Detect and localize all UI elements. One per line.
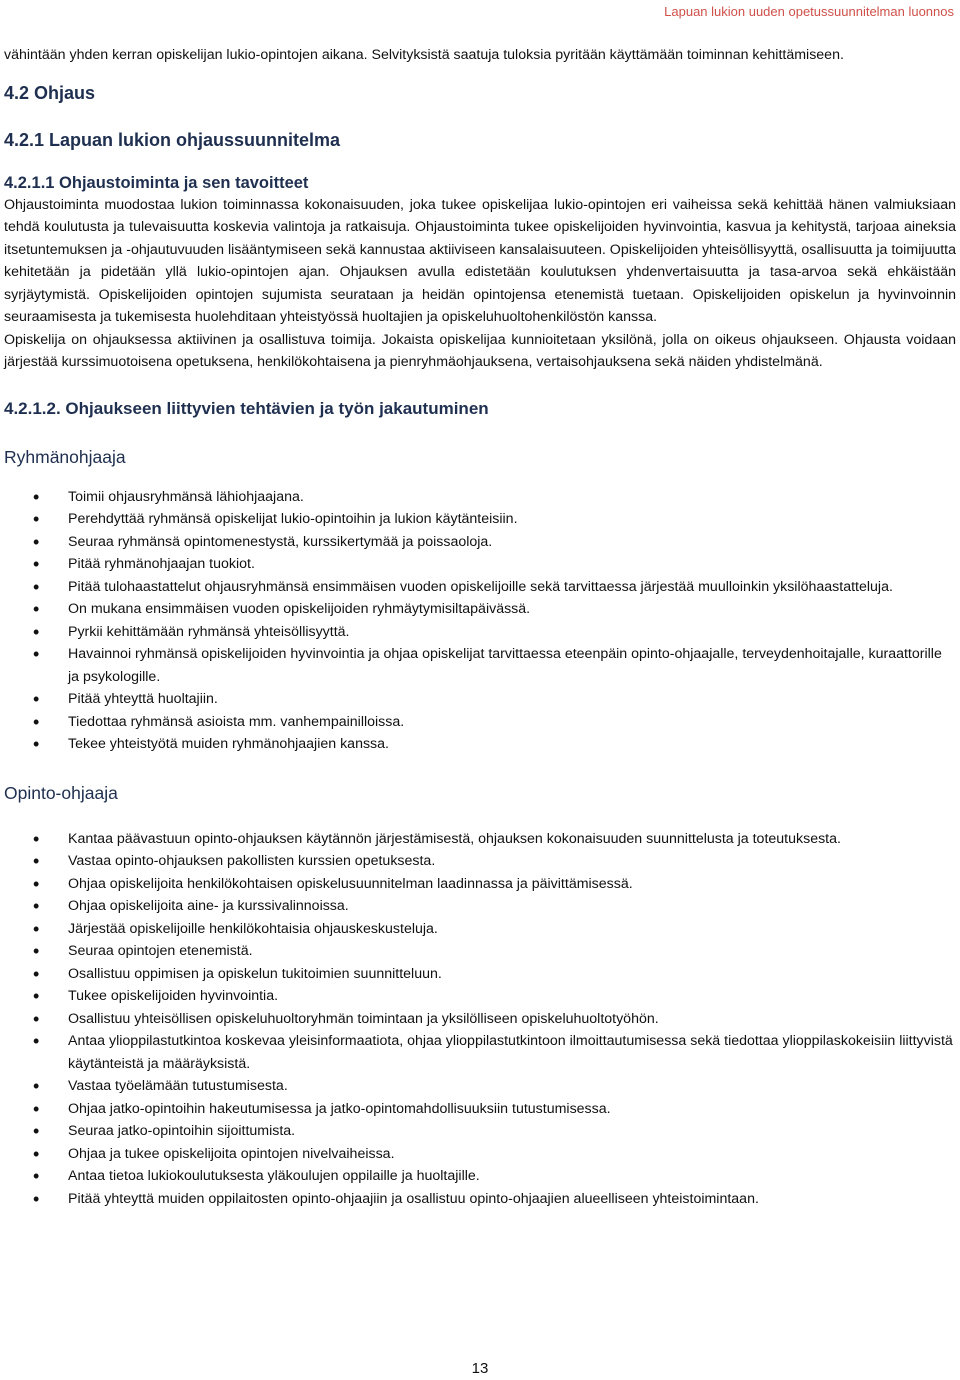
list-item: • Pyrkii kehittämään ryhmänsä yhteisöllisyyttä. (4, 621, 956, 644)
heading-4-2-1: 4.2.1 Lapuan lukion ohjaussuunnitelma (4, 129, 341, 150)
list-item: • Ohjaa ja tukee opiskelijoita opintojen nivelvaiheissa. (4, 1143, 956, 1166)
list-item: • Toimii ohjausryhmänsä lähiohjaajana. (4, 486, 956, 509)
running-header: Lapuan lukion uuden opetussuunnitelman luonnos (664, 4, 954, 19)
list-item: • Antaa ylioppilastutkintoa koskevaa yleisinformaatiota, ohjaa ylioppilastutkintoon ilmoittautumisessa sekä tiedottaa ylioppilaskokeisiin liittyvistä käytänteistä ja määräyksistä. (4, 1030, 956, 1075)
list-item: • Vastaa opinto-ohjauksen pakollisten kurssien opetuksesta. (4, 850, 956, 873)
list-item: • Pitää ryhmänohjaajan tuokiot. (4, 553, 956, 576)
list-item: • Seuraa opintojen etenemistä. (4, 940, 956, 963)
list-item: • Osallistuu yhteisöllisen opiskeluhuoltoryhmän toimintaan ja yksilölliseen opiskeluhuoltotyöhön. (4, 1008, 956, 1031)
ohjaustoiminta-paragraph-2: Opiskelija on ohjauksessa aktiivinen ja osallistuva toimija. Jokaista opiskelijaa kunnioitetaan yksilönä, jolla on oikeus ohjaukseen. Ohjausta voidaan järjestää kurssimuotoisena opetuksena, henkilökohtaisena ja pienryhmäohjauksena, vertaisohjauksena sekä näiden yhdistelmänä. (4, 331, 956, 370)
list-item: • Tekee yhteistyötä muiden ryhmänohjaajien kanssa. (4, 733, 956, 756)
list-item: • Tiedottaa ryhmänsä asioista mm. vanhempainilloissa. (4, 711, 956, 734)
ohjaustoiminta-paragraph-1: Ohjaustoiminta muodostaa lukion toiminnassa kokonaisuuden, joka tukee opiskelijaa lukio-opintojen eri vaiheissa sekä kehittää hänen valmiuksiaan tehdä koulutusta ja tulevaisuutta koskevia valintoja ja ratkaisuja. Ohjaustoiminta tukee opiskelijoiden hyvinvointia, kasvua ja kehitystä, tarjoaa aineksia itsetuntemuksen ja -ohjautuvuuden lisääntymiseen sekä kannustaa aktiiviseen kansalaisuuteen. Opiskelijoiden yhteisöllisyyttä, osallisuutta ja toimijuutta kehitetään ja pidetään yllä lukio-opintojen ajan. Ohjauksen avulla edistetään koulutuksen yhdenvertaisuutta ja tasa-arvoa sekä ehkäistään syrjäytymistä. Opiskelijoiden opintojen sujumista seurataan ja heidän opintojensa etenemistä tuetaan. Opiskelijoiden opiskelun ja hyvinvoinnin seuraamisesta ja tukemisesta huolehditaan yhteistyössä huoltajien ja opiskeluhuoltohenkilöstön kanssa. (4, 196, 956, 325)
heading-4-2: 4.2 Ohjaus (4, 82, 96, 103)
intro-paragraph: vähintään yhden kerran opiskelijan lukio-opintojen aikana. Selvityksistä saatuja tuloksia pyritään käyttämään toiminnan kehittämiseen. (4, 47, 844, 63)
list-item: • Järjestää opiskelijoille henkilökohtaisia ohjauskeskusteluja. (4, 918, 956, 941)
list-item: • Ohjaa opiskelijoita aine- ja kurssivalinnoissa. (4, 895, 956, 918)
list-item: • Tukee opiskelijoiden hyvinvointia. (4, 985, 956, 1008)
list-item: • On mukana ensimmäisen vuoden opiskelijoiden ryhmäytymisiltapäivässä. (4, 598, 956, 621)
list-item: • Kantaa päävastuun opinto-ohjauksen käytännön järjestämisestä, ohjauksen kokonaisuuden suunnittelusta ja toteutuksesta. (4, 828, 956, 851)
list-item: • Ohjaa jatko-opintoihin hakeutumisessa ja jatko-opintomahdollisuuksiin tutustumisessa. (4, 1098, 956, 1121)
list-item: • Pitää yhteyttä muiden oppilaitosten opinto-ohjaajiin ja osallistuu opinto-ohjaajien alueelliseen yhteistoimintaan. (4, 1188, 956, 1211)
list-item: • Havainnoi ryhmänsä opiskelijoiden hyvinvointia ja ohjaa opiskelijat tarvittaessa eteenpäin opinto-ohjaajalle, terveydenhoitajalle, kuraattorille ja psykologille. (4, 643, 956, 688)
opinto-ohjaaja-list (4, 828, 956, 1211)
list-item: • Pitää yhteyttä huoltajiin. (4, 688, 956, 711)
page-number: 13 (471, 1360, 489, 1377)
list-item: • Seuraa ryhmänsä opintomenestystä, kurssikertymää ja poissaoloja. (4, 531, 956, 554)
ryhmanohjaaja-title: Ryhmänohjaaja (4, 446, 126, 467)
list-item: • Osallistuu oppimisen ja opiskelun tukitoimien suunnitteluun. (4, 963, 956, 986)
ryhmanohjaaja-list (4, 486, 956, 756)
list-item: • Ohjaa opiskelijoita henkilökohtaisen opiskelusuunnitelman laadinnassa ja päivittämisessä. (4, 873, 956, 896)
list-item: • Perehdyttää ryhmänsä opiskelijat lukio-opintoihin ja lukion käytänteisiin. (4, 508, 956, 531)
heading-4-2-1-2: 4.2.1.2. Ohjaukseen liittyvien tehtävien ja työn jakautuminen (4, 398, 489, 418)
list-item: • Pitää tulohaastattelut ohjausryhmänsä ensimmäisen vuoden opiskelijoille sekä tarvittaessa järjestää muulloinkin yksilöhaastatteluja. (4, 576, 956, 599)
document-body (4, 44, 956, 1210)
opinto-ohjaaja-title: Opinto-ohjaaja (4, 782, 118, 803)
heading-4-2-1-1: 4.2.1.1 Ohjaustoiminta ja sen tavoitteet (4, 173, 309, 192)
list-item: • Seuraa jatko-opintoihin sijoittumista. (4, 1120, 956, 1143)
list-item: • Antaa tietoa lukiokoulutuksesta yläkoulujen oppilaille ja huoltajille. (4, 1165, 956, 1188)
list-item: • Vastaa työelämään tutustumisesta. (4, 1075, 956, 1098)
